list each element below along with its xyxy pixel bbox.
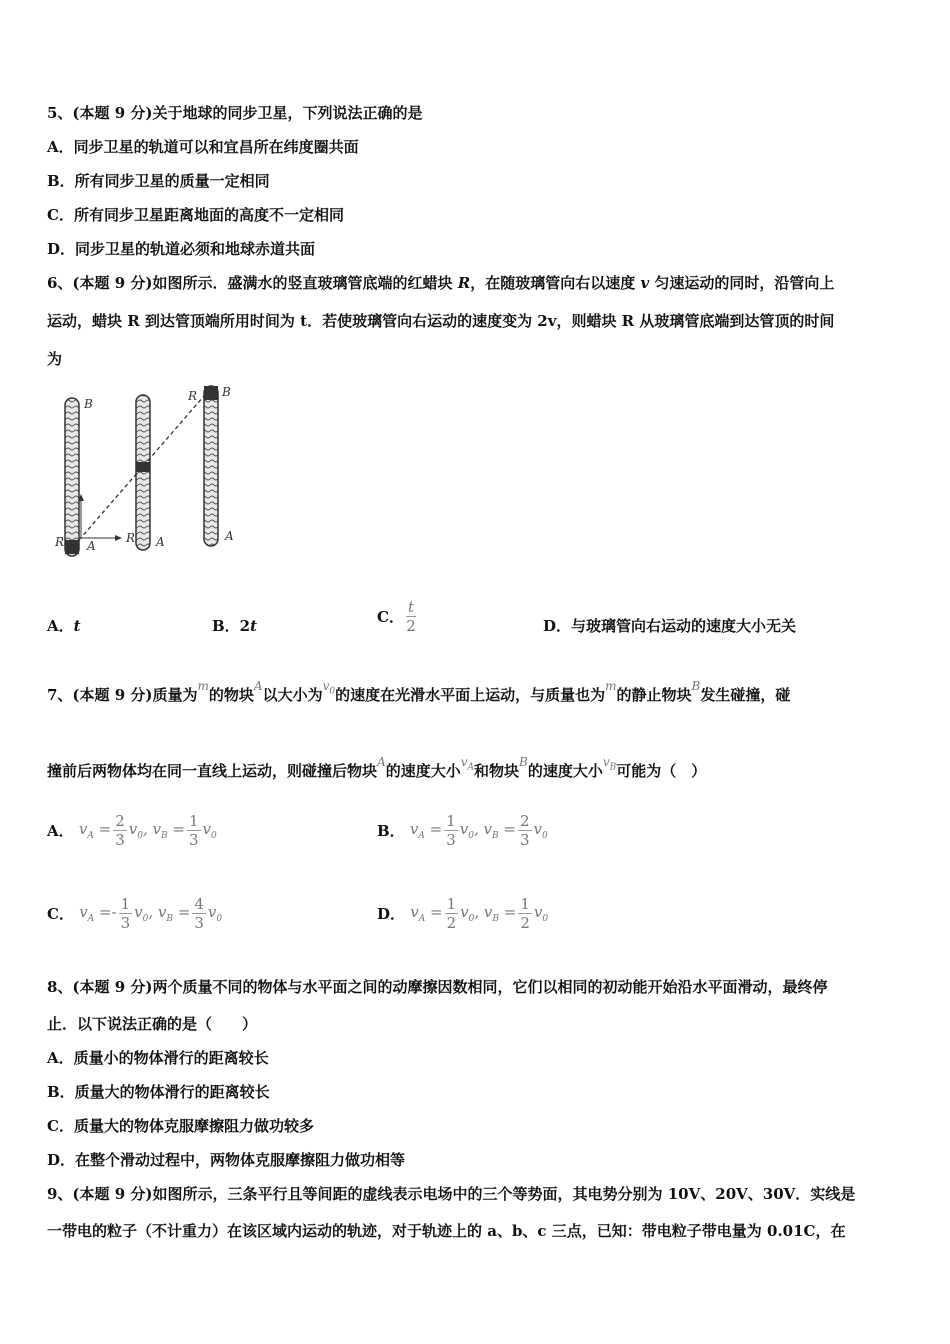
q6-figure-glass-tubes: [50, 380, 250, 565]
q6-option-b: B．2t: [212, 617, 258, 635]
q6-stem-line1: 6、(本题 9 分)如图所示．盛满水的竖直玻璃管底端的红蜡块 R，在随玻璃管向右以速度 v 匀速运动的同时，沿管向上: [47, 274, 835, 292]
q8-option-d: D．在整个滑动过程中，两物体克服摩擦阻力做功相等: [47, 1151, 406, 1169]
q6-stem-line3: 为: [47, 350, 63, 368]
q5-option-d: D．同步卫星的轨道必须和地球赤道共面: [47, 240, 316, 258]
wax-block-1: [65, 540, 79, 554]
q5-option-b: B．所有同步卫星的质量一定相同: [47, 172, 270, 190]
wax-block-2: [136, 462, 150, 472]
q8-option-c: C．质量大的物体克服摩擦阻力做功较多: [47, 1117, 314, 1135]
q9-stem-line2: 一带电的粒子（不计重力）在该区域内运动的轨迹，对于轨迹上的 a、b、c 三点，已知：带电粒子带电量为 0.01C，在: [47, 1222, 846, 1240]
q8-option-b: B．质量大的物体滑行的距离较长: [47, 1083, 270, 1101]
label-R-3: R: [188, 389, 198, 403]
q7-option-a: A． $v_A$ = $\frac{2}{3}$ $v_0$, $v_B$ = $\frac{1}{3}$ $v_0$: [47, 812, 217, 849]
q8-stem-line1: 8、(本题 9 分)两个质量不同的物体与水平面之间的动摩擦因数相同，它们以相同的初动能开始沿水平面滑动，最终停: [47, 978, 828, 996]
label-A-2: A: [156, 535, 165, 549]
q5-option-c: C．所有同步卫星距离地面的高度不一定相同: [47, 206, 344, 224]
q6-option-c: C． $\frac{t}{2}$: [377, 598, 416, 635]
q7-option-b: B． $v_A$ = $\frac{1}{3}$ $v_0$, $v_B$ = $\frac{2}{3}$ $v_0$: [377, 812, 548, 849]
wax-block-3: [204, 386, 218, 400]
label-B-3: B: [222, 385, 231, 399]
label-A-3: A: [225, 529, 234, 543]
q5-option-a: A．同步卫星的轨道可以和宜昌所在纬度圈共面: [47, 138, 359, 156]
q8-stem-line2: 止．以下说法正确的是（ ）: [47, 1015, 258, 1033]
q7-stem-line1: 7、(本题 9 分)质量为$^m$的物块$^A$以大小为$^{v_0}$的速度在光滑水平面上运动，与质量也为$^m$的静止物块$^B$发生碰撞，碰: [47, 679, 791, 704]
q6-option-a: A．t: [47, 617, 81, 635]
label-R-1: R: [55, 535, 65, 549]
q7-option-d: D． $v_A$ = $\frac{1}{2}$ $v_0$, $v_B$ = $\frac{1}{2}$ $v_0$: [377, 895, 549, 932]
q7-option-c: C． $v_A$ =- $\frac{1}{3}$ $v_0$, $v_B$ = $\frac{4}{3}$ $v_0$: [47, 895, 223, 932]
label-A-1: A: [87, 539, 96, 553]
q6-stem-line2: 运动，蜡块 R 到达管顶端所用时间为 t．若使玻璃管向右运动的速度变为 2v，则蜡块 R 从玻璃管底端到达管顶的时间: [47, 312, 835, 330]
q5-stem: 5、(本题 9 分)关于地球的同步卫星，下列说法正确的是: [47, 104, 423, 122]
label-R-2: R: [126, 531, 136, 545]
label-B-1: B: [84, 397, 93, 411]
tube-1: [65, 398, 79, 556]
q6-option-d: D．与玻璃管向右运动的速度大小无关: [543, 617, 797, 635]
tube-2: [136, 395, 150, 550]
tube-3: [204, 386, 218, 546]
q8-option-a: A．质量小的物体滑行的距离较长: [47, 1049, 269, 1067]
q7-stem-line2: 撞前后两物体均在同一直线上运动，则碰撞后物块$^A$的速度大小$^{v_A}$和物块$^B$的速度大小$^{v_B}$可能为（ ）: [47, 755, 707, 780]
q9-stem-line1: 9、(本题 9 分)如图所示，三条平行且等间距的虚线表示电场中的三个等势面，其电势分别为 10V、20V、30V．实线是: [47, 1185, 856, 1203]
